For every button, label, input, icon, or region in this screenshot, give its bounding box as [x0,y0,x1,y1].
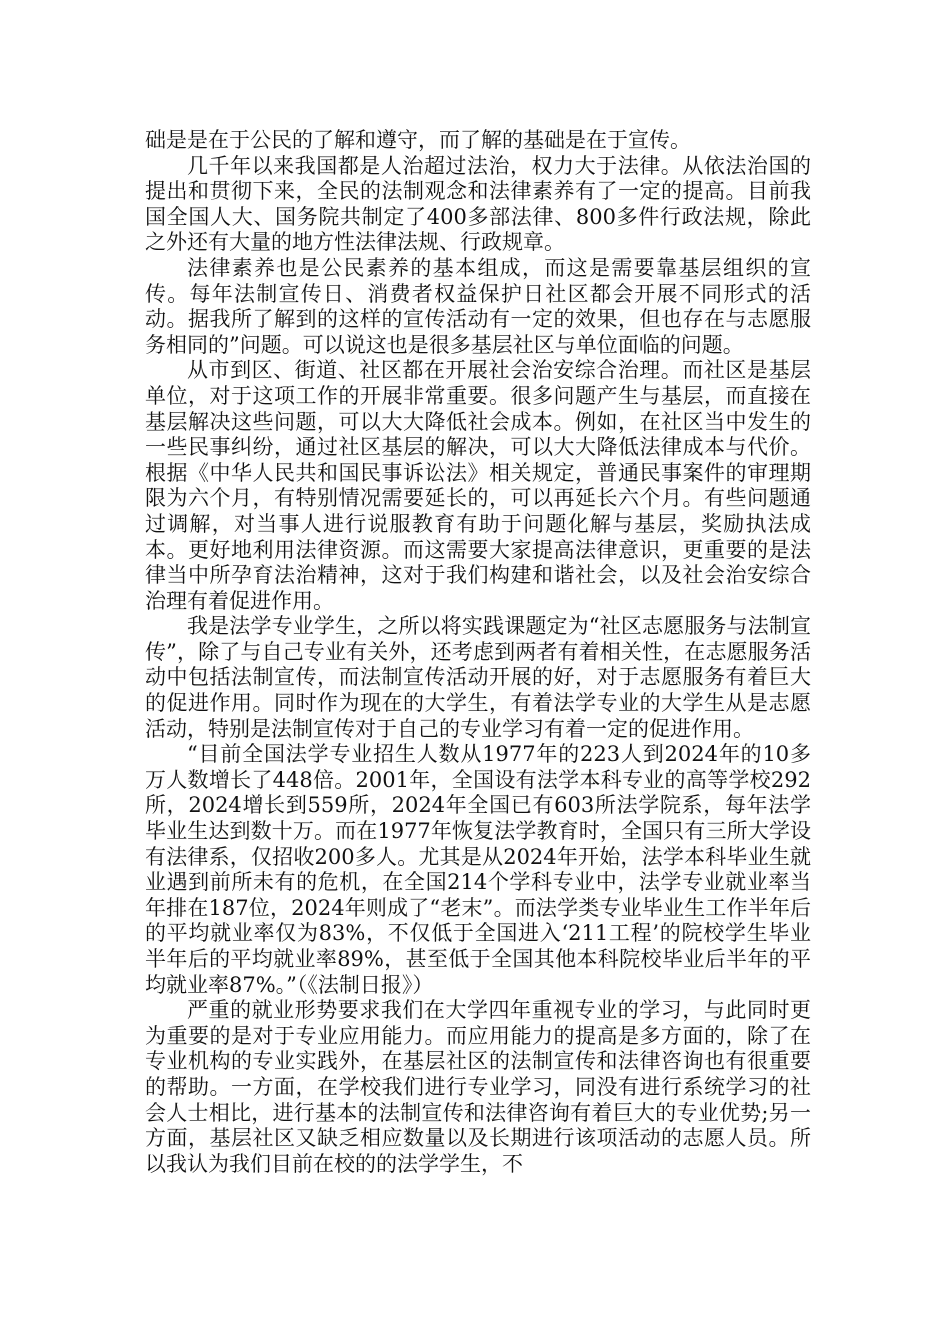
paragraph-quote-statistics: “目前全国法学专业招生人数从1977年的223人到2024年的10多万人数增长了448倍。2001年，全国设有法学本科专业的高等学校292所，2024增长到559所，2024年全国已有603所法学院系，每年法学毕业生达到数十万。而在1977年恢复法学教育时，全国只有三所大学设有法律系，仅招收200多人。尤其是从2024年开始，法学本科毕业生就业遇到前所未有的危机，在全国214个学科专业中，法学专业就业率当年排在187位，2024年则成了“老末”。而法学类专业毕业生工作半年后的平均就业率仅为83%，不仅低于全国进入‘211工程’的院校学生毕业半年后的平均就业率89%，甚至低于全国其他本科院校毕业后半年的平均就业率87%。”（《法制日报》） [145,742,811,997]
paragraph-practice-topic: 我是法学专业学生，之所以将实践课题定为“社区志愿服务与法制宣传”，除了与自己专业有关外，还考虑到两者有着相关性，在志愿服务活动中包括法制宣传，而法制宣传活动开展的好，对于志愿服务有着巨大的促进作用。同时作为现在的大学生，有着法学专业的大学生从是志愿活动，特别是法制宣传对于自己的专业学习有着一定的促进作用。 [145,614,811,741]
paragraph-employment-situation: 严重的就业形势要求我们在大学四年重视专业的学习，与此同时更为重要的是对于专业应用能力。而应用能力的提高是多方面的，除了在专业机构的专业实践外，在基层社区的法制宣传和法律咨询也有很重要的帮助。一方面，在学校我们进行专业学习，同没有进行系统学习的社会人士相比，进行基本的法制宣传和法律咨询有着巨大的专业优势;另一方面，基层社区又缺乏相应数量以及长期进行该项活动的志愿人员。所以我认为我们目前在校的的法学学生，不 [145,998,811,1176]
paragraph-community-governance: 从市到区、街道、社区都在开展社会治安综合治理。而社区是基层单位，对于这项工作的开展非常重要。很多问题产生与基层，而直接在基层解决这些问题，可以大大降低社会成本。例如，在社区当中发生的一些民事纠纷，通过社区基层的解决，可以大大降低法律成本与代价。根据《中华人民共和国民事诉讼法》相关规定，普通民事案件的审理期限为六个月，有特别情况需要延长的，可以再延长六个月。有些问题通过调解，对当事人进行说服教育有助于问题化解与基层，奖励执法成本。更好地利用法律资源。而这需要大家提高法律意识，更重要的是法律当中所孕育法治精神，这对于我们构建和谐社会，以及社会治安综合治理有着促进作用。 [145,358,811,613]
paragraph-legal-literacy: 法律素养也是公民素养的基本组成，而这是需要靠基层组织的宣传。每年法制宣传日、消费者权益保护日社区都会开展不同形式的活动。据我所了解到的这样的宣传活动有一定的效果，但也存在与志愿服务相同的”问题。可以说这也是很多基层社区与单位面临的问题。 [145,255,811,357]
document-page [145,128,811,1177]
paragraph-rule-of-law: 几千年以来我国都是人治超过法治，权力大于法律。从依法治国的提出和贯彻下来，全民的法制观念和法律素养有了一定的提高。目前我国全国人大、国务院共制定了400多部法律、800多件行政法规，除此之外还有大量的地方性法律法规、行政规章。 [145,153,811,255]
paragraph-continuation: 础是是在于公民的了解和遵守，而了解的基础是在于宣传。 [145,128,691,152]
